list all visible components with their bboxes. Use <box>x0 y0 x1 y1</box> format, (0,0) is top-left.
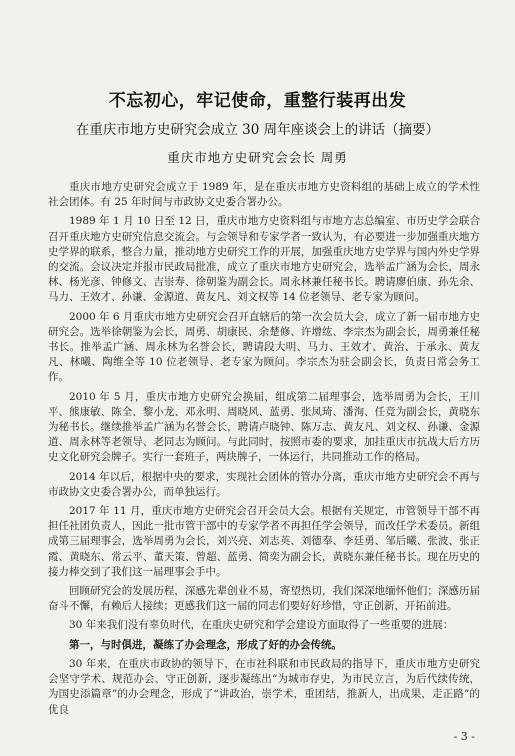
section-heading: 第一，与时俱进，凝练了办会理念，形成了好的办会传统。 <box>69 638 342 651</box>
page-number: - 3 - <box>453 730 475 743</box>
paragraph: 2014 年以后，根据中央的要求，实现社会团体的管办分离，重庆市地方史研究会不再与市政协文史委合署办公，而单独运行。 <box>48 470 480 498</box>
article-author: 重庆市地方史研究会会长 周勇 <box>167 150 348 165</box>
article-body <box>48 180 480 722</box>
paragraph: 2010 年 5 月，重庆市地方史研究会换届，组成第二届理事会，选举周勇为会长，王川平、熊康敏、陈全、黎小龙、邓永明、周晓风、蓝勇、张凤琦、潘洵、任竞为副会长，黄晓东为秘书长。继续推举孟广涵为名誉会长，聘请卢晓钟、陈万志、黄友凡、刘文权、孙谦、金源道、周永林等老领导、老同志为顾问。与此同时，按照市委的要求，加挂重庆市抗战大后方历史文化研究会牌子。实行一套班子，两块牌子，一体运行，共同推动工作的格局。 <box>48 390 480 464</box>
article-title: 不忘初心，牢记使命，重整行装再出发 <box>108 91 407 111</box>
paragraph: 2000 年 6 月重庆市地方史研究会召开直辖后的第一次会员大会，成立了新一届市地方史研究会。选举徐朝鉴为会长，周勇、胡康民、余楚修、许增纮、李宗杰为副会长，周勇兼任秘书长。推举孟广涵、周永林为名誉会长，聘请段大明、马力、王效才、黄治、于承永、黄友凡、林曦、陶维全等 10 位老领导、老专家为顾问。李宗杰为驻会副会长，负责日常会务工作。 <box>48 310 480 384</box>
paragraph: 2017 年 11 月，重庆市地方史研究会召开会员大会。根据有关规定，市管领导干部不再担任社团负责人，因此一批市管干部中的专家学者不再担任学会领导，而改任学术委员。新组成第三届理事会，选举周勇为会长，刘兴亮、刘志英、刘德奉、李廷勇、邹后曦、张波、张正霞、黄晓东、常云平、董天策、曾超、蓝勇、简奕为副会长，黄晓东兼任秘书长。现在历史的接力棒交到了我们这一届理事会手中。 <box>48 505 480 578</box>
article-subtitle: 在重庆市地方史研究会成立 30 周年座谈会上的讲话（摘要） <box>75 122 440 138</box>
paragraph: 回顾研究会的发展历程，深感先辈创业不易，寄望热切，我们深深地缅怀他们；深感历届奋斗不懈，有赖后人接续；更感我们这一届的同志们要好好珍惜，守正创新，开拓前进。 <box>48 585 480 613</box>
paragraph: 30 年来，在重庆市政协的领导下，在市社科联和市民政局的指导下，重庆市地方史研究会坚守学术、规范办会、守正创新，逐步凝练出“为城市存史，为市民立言，为后代续传统，为国史添篇章”的办会理念，形成了“讲政治，崇学术，重团结，推新人，出成果，走正路”的优良 <box>48 657 480 716</box>
paragraph: 重庆市地方史研究会成立于 1989 年，是在重庆市地方史资料组的基础上成立的学术性社会团体。有 25 年时间与市政协文史委合署办公。 <box>48 181 480 209</box>
paragraph: 30 年来我们没有辜负时代，在重庆史研究和学会建设方面取得了一些重要的进展： <box>69 619 454 632</box>
paragraph: 1989 年 1 月 10 日至 12 日，重庆市地方史资料组与市地方志总编室、市历史学会联合召开重庆地方史研究信息交流会。与会领导和专家学者一致认为，有必要进一步加强重庆地方史学界的联系，整合力量，推动地方史研究工作的开展，加强重庆地方史学界与国内外史学界的交流。会议决定并报市民政局批准，成立了重庆市地方史研究会，选举孟广涵为会长，周永林、杨光彦、钟修文、吉崇寿、徐朝鉴为副会长。周永林兼任秘书长。聘请廖伯康、孙先余、马力、王效才、孙谦、金源道、黄友凡、刘文权等 14 位老领导、老专家为顾问。 <box>48 215 480 304</box>
